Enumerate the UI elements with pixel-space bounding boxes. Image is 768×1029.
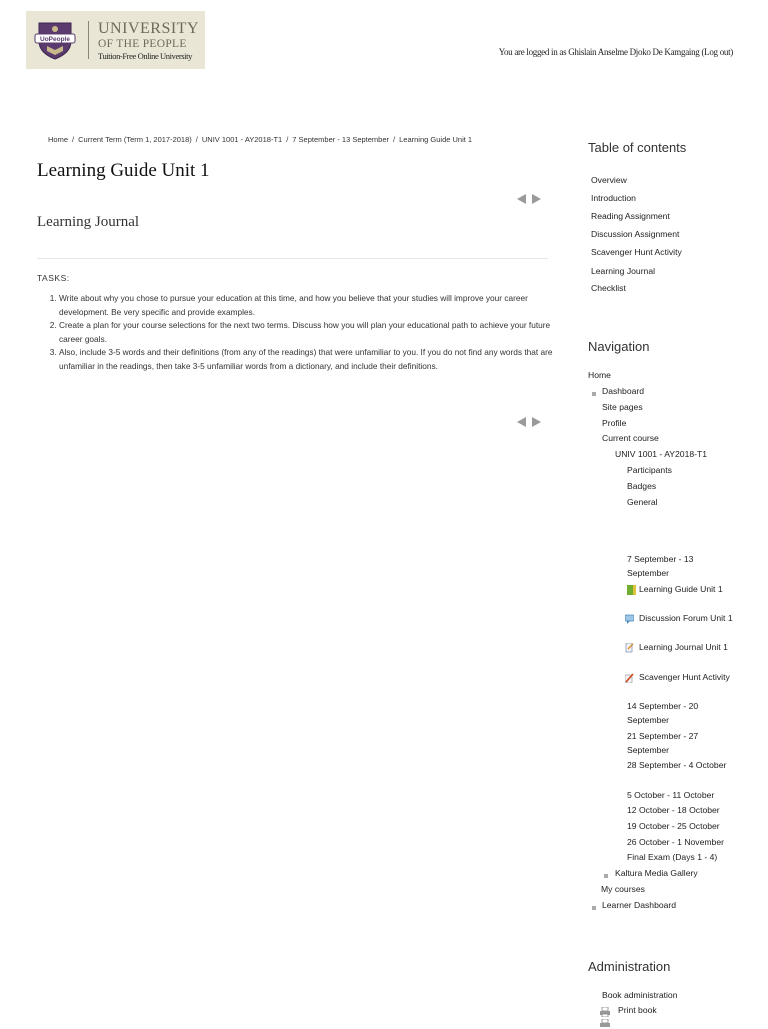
toc-item-checklist[interactable]: Checklist bbox=[591, 283, 626, 293]
task-item: 3. Also, include 3-5 words and their definitions (from any of the readings) that were unfamiliar to you. If you do not find any words that are unfamiliar in the readings, then take 3-5 unfamiliar words from a dictionary, and include their definitions. bbox=[59, 346, 564, 373]
nav-home[interactable]: Home bbox=[588, 370, 611, 380]
breadcrumb-current-term[interactable]: Current Term (Term 1, 2017-2018) bbox=[78, 135, 192, 144]
forum-icon bbox=[625, 614, 634, 624]
navigation-title: Navigation bbox=[588, 339, 650, 354]
login-info[interactable]: You are logged in as Ghislain Anselme Djoko De Kamgaing (Log out) bbox=[498, 47, 733, 57]
svg-text:UoPeople: UoPeople bbox=[40, 36, 70, 43]
tasks-label: TASKS: bbox=[37, 273, 70, 283]
nav-final-exam[interactable]: Final Exam (Days 1 - 4) bbox=[627, 852, 718, 862]
breadcrumb-current-page[interactable]: Learning Guide Unit 1 bbox=[399, 135, 473, 144]
breadcrumb-week[interactable]: 7 September - 13 September bbox=[292, 135, 390, 144]
logo-of-the-people-text: OF THE PEOPLE bbox=[98, 38, 187, 50]
logo-divider bbox=[88, 21, 89, 59]
nav-week-current[interactable]: 7 September - 13 September bbox=[627, 554, 694, 578]
nav-week[interactable]: 28 September - 4 October bbox=[627, 760, 727, 770]
nav-activity-scavenger-hunt[interactable]: Scavenger Hunt Activity bbox=[639, 672, 730, 682]
administration-title: Administration bbox=[588, 959, 671, 974]
task-item: 1. Write about why you chose to pursue your education at this time, and how you believe that your studies will improve your career development. Be very specific and provide examples. bbox=[59, 292, 564, 319]
nav-my-courses[interactable]: My courses bbox=[601, 884, 645, 894]
nav-learner-dashboard[interactable]: Learner Dashboard bbox=[602, 900, 677, 910]
toc-title: Table of contents bbox=[588, 140, 687, 155]
print-icon bbox=[600, 1007, 610, 1017]
breadcrumb-course[interactable]: UNIV 1001 - AY2018-T1 bbox=[201, 135, 283, 144]
site-logo[interactable] bbox=[26, 11, 205, 69]
nav-week[interactable]: 14 September - 20 September bbox=[627, 701, 699, 725]
next-chapter-icon[interactable] bbox=[532, 194, 541, 204]
logo-tagline-text: Tuition-Free Online University bbox=[98, 51, 192, 61]
breadcrumb: Home / Current Term (Term 1, 2017-2018) / UNIV 1001 - AY2018-T1 / 7 September - 13 September / Learning Guide Unit 1 bbox=[48, 135, 473, 144]
content-divider bbox=[37, 258, 548, 259]
nav-general[interactable]: General bbox=[627, 497, 658, 507]
toc-item-learning-journal: Learning Journal bbox=[591, 266, 656, 276]
admin-print-book[interactable]: Print book bbox=[618, 1005, 657, 1015]
previous-chapter-icon[interactable] bbox=[517, 194, 526, 204]
bullet-icon bbox=[592, 392, 596, 396]
logo-university-text: UNIVERSITY bbox=[98, 20, 199, 37]
print-icon bbox=[600, 1019, 610, 1029]
toc-item-overview[interactable]: Overview bbox=[591, 175, 627, 185]
nav-week[interactable]: 5 October - 11 October bbox=[627, 790, 715, 800]
nav-participants[interactable]: Participants bbox=[627, 465, 672, 475]
book-icon bbox=[627, 585, 636, 595]
breadcrumb-home[interactable]: Home bbox=[48, 135, 69, 144]
nav-kaltura-media-gallery[interactable]: Kaltura Media Gallery bbox=[615, 868, 698, 878]
nav-week[interactable]: 21 September - 27 September bbox=[627, 731, 699, 755]
page-title: Learning Guide Unit 1 bbox=[37, 160, 210, 181]
task-item: 2. Create a plan for your course selections for the next two terms. Discuss how you will plan your educational path to achieve your future career goals. bbox=[59, 319, 564, 346]
chapter-nav-top bbox=[515, 193, 545, 205]
next-chapter-icon[interactable] bbox=[532, 417, 541, 427]
toc-item-introduction[interactable]: Introduction bbox=[591, 193, 636, 203]
nav-week[interactable]: 12 October - 18 October bbox=[627, 805, 720, 815]
bullet-icon bbox=[604, 874, 608, 878]
nav-badges[interactable]: Badges bbox=[627, 481, 657, 491]
nav-dashboard[interactable]: Dashboard bbox=[602, 386, 645, 396]
bullet-icon bbox=[592, 906, 596, 910]
toc-item-discussion-assignment[interactable]: Discussion Assignment bbox=[591, 229, 680, 239]
nav-week[interactable]: 26 October - 1 November bbox=[627, 837, 724, 847]
chapter-title: Learning Journal bbox=[37, 214, 140, 230]
nav-profile[interactable]: Profile bbox=[602, 418, 627, 428]
assignment-icon bbox=[625, 673, 634, 683]
nav-week[interactable]: 19 October - 25 October bbox=[627, 821, 720, 831]
nav-activity-learning-journal[interactable]: Learning Journal Unit 1 bbox=[639, 642, 728, 652]
nav-course[interactable]: UNIV 1001 - AY2018-T1 bbox=[615, 449, 708, 459]
shield-logo-icon bbox=[33, 19, 77, 61]
nav-current-course[interactable]: Current course bbox=[602, 433, 659, 443]
admin-book-administration[interactable]: Book administration bbox=[602, 990, 678, 1000]
toc-item-scavenger-hunt[interactable]: Scavenger Hunt Activity bbox=[591, 247, 682, 257]
toc-item-reading-assignment[interactable]: Reading Assignment bbox=[591, 211, 670, 221]
journal-icon bbox=[625, 643, 634, 653]
nav-site-pages[interactable]: Site pages bbox=[602, 402, 643, 412]
previous-chapter-icon[interactable] bbox=[517, 417, 526, 427]
nav-activity-learning-guide[interactable]: Learning Guide Unit 1 bbox=[639, 584, 723, 594]
tasks-list bbox=[37, 292, 564, 374]
chapter-nav-bottom bbox=[515, 416, 545, 428]
nav-activity-discussion-forum[interactable]: Discussion Forum Unit 1 bbox=[639, 613, 733, 623]
